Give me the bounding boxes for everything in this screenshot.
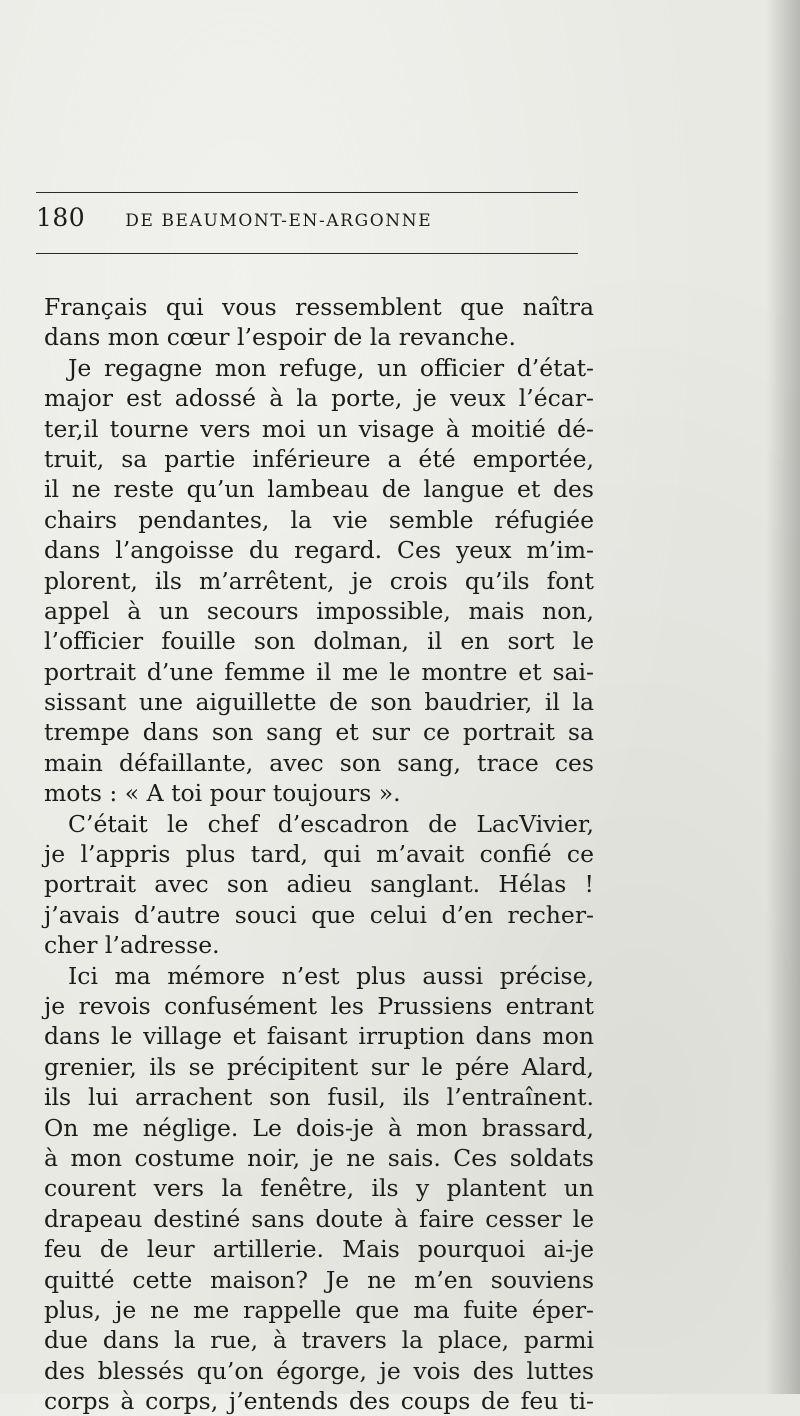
page-number: 180 bbox=[36, 203, 86, 232]
text-line: plorent, ils m’arrêtent, je crois qu’ils font bbox=[44, 566, 594, 595]
text-line: plus, je ne me rappelle que ma fuite éper- bbox=[44, 1295, 594, 1324]
text-line: à mon costume noir, je ne sais. Ces soldats bbox=[44, 1143, 594, 1172]
text-line: je l’appris plus tard, qui m’avait confié ce bbox=[44, 840, 594, 869]
text-line: Je regagne mon refuge, un officier d’état- bbox=[68, 353, 594, 382]
text-line: portrait avec son adieu sanglant. Hélas ! bbox=[44, 870, 594, 899]
text-line: quitté cette maison? Je ne m’en souviens bbox=[44, 1265, 594, 1294]
text-line: chairs pendantes, la vie semble réfugiée bbox=[44, 505, 594, 534]
text-line: portrait d’une femme il me le montre et sai- bbox=[44, 657, 594, 686]
text-line: des blessés qu’on égorge, je vois des luttes bbox=[44, 1356, 594, 1385]
text-line: feu de leur artillerie. Mais pourquoi ai-je bbox=[44, 1235, 594, 1264]
text-line: grenier, ils se précipitent sur le pére Alard, bbox=[44, 1052, 594, 1081]
text-line: courent vers la fenêtre, ils y plantent un bbox=[44, 1174, 594, 1203]
text-line: Français qui vous ressemblent que naîtra bbox=[44, 293, 594, 321]
text-line: il ne reste qu’un lambeau de langue et des bbox=[44, 475, 594, 504]
text-line: dans le village et faisant irruption dans mon bbox=[44, 1022, 594, 1051]
text-line: corps à corps, j’entends des coups de feu ti- bbox=[44, 1387, 594, 1416]
page-header bbox=[36, 203, 596, 243]
text-line: dans l’angoisse du regard. Ces yeux m’im- bbox=[44, 536, 594, 565]
text-line: main défaillante, avec son sang, trace ces bbox=[44, 748, 594, 777]
body-text bbox=[44, 292, 594, 1416]
text-line: On me néglige. Le dois-je à mon brassard, bbox=[44, 1113, 594, 1142]
text-line: j’avais d’autre souci que celui d’en recher- bbox=[44, 900, 594, 929]
text-line: Ici ma mémore n’est plus aussi précise, bbox=[68, 961, 594, 990]
page-edge-shadow bbox=[766, 0, 800, 1394]
text-line: ils lui arrachent son fusil, ils l’entraînent. bbox=[44, 1083, 594, 1112]
text-line: appel à un secours impossible, mais non, bbox=[44, 596, 594, 625]
text-line: due dans la rue, à travers la place, parmi bbox=[44, 1326, 594, 1355]
text-line: l’officier fouille son dolman, il en sort le bbox=[44, 627, 594, 656]
text-line: major est adossé à la porte, je veux l’écar- bbox=[44, 384, 594, 413]
text-line: truit, sa partie inférieure a été emportée, bbox=[44, 444, 594, 473]
text-line: trempe dans son sang et sur ce portrait sa bbox=[44, 718, 594, 747]
text-line: ter,il tourne vers moi un visage à moitié dé- bbox=[44, 414, 594, 443]
text-line: mots : « A toi pour toujours ». bbox=[44, 779, 401, 808]
text-line: dans mon cœur l’espoir de la revanche. bbox=[44, 323, 517, 352]
text-line: je revois confusément les Prussiens entrant bbox=[44, 991, 594, 1020]
running-head: DE BEAUMONT-EN-ARGONNE bbox=[125, 211, 433, 231]
text-line: drapeau destiné sans doute à faire cesser le bbox=[44, 1204, 594, 1233]
text-line: sissant une aiguillette de son baudrier, il la bbox=[44, 688, 594, 717]
text-line: cher l’adresse. bbox=[44, 931, 220, 960]
text-line: C’était le chef d’escadron de LacVivier, bbox=[68, 809, 594, 838]
header-rule-top bbox=[36, 192, 578, 193]
header-rule-bottom bbox=[36, 253, 578, 254]
